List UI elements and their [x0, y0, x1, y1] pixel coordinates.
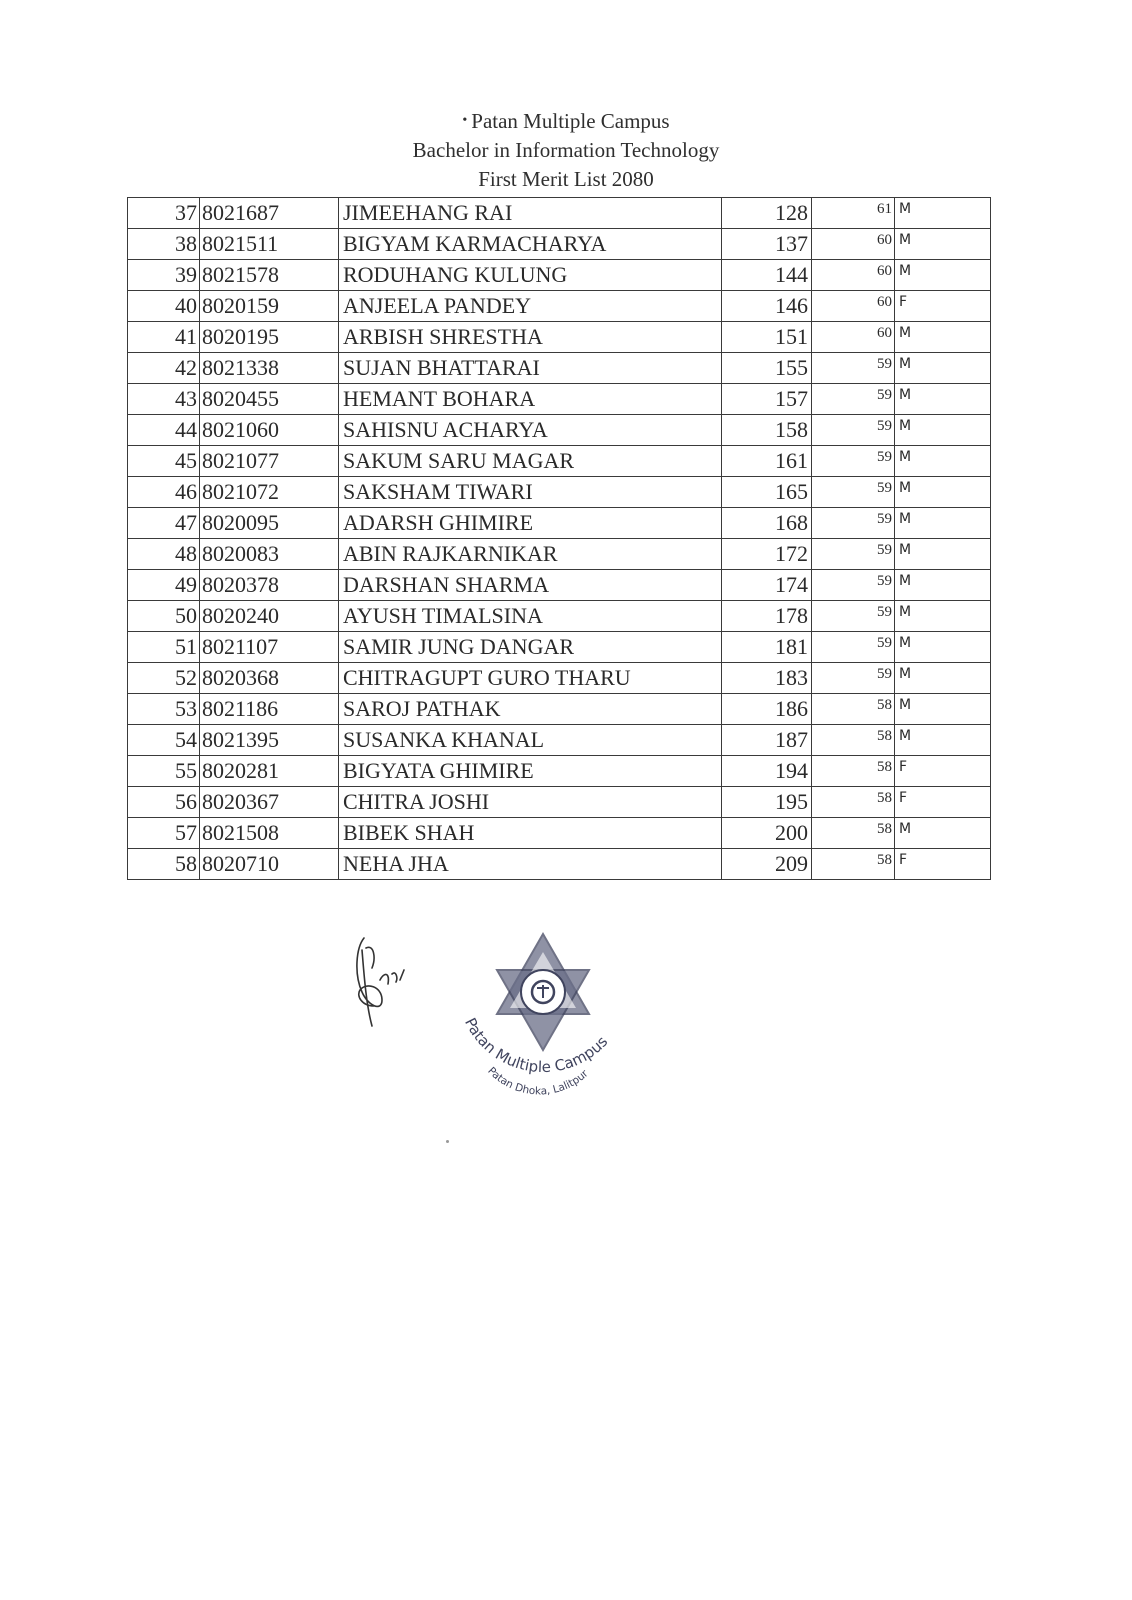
program-name: Bachelor in Information Technology	[412, 138, 720, 162]
table-row	[128, 415, 991, 446]
table-row	[128, 849, 991, 880]
roll-number-cell: 8021578	[200, 260, 339, 291]
rank-cell: 155	[722, 353, 812, 384]
student-name-cell: DARSHAN SHARMA	[339, 570, 722, 601]
roll-number-cell: 8021077	[200, 446, 339, 477]
roll-number-cell: 8020195	[200, 322, 339, 353]
roll-number-cell: 8020368	[200, 663, 339, 694]
score-cell: 59	[812, 477, 895, 508]
rank-cell: 209	[722, 849, 812, 880]
student-name-cell: ANJEELA PANDEY	[339, 291, 722, 322]
document-header	[0, 106, 1132, 194]
student-name-cell: ARBISH SHRESTHA	[339, 322, 722, 353]
serial-number-cell: 41	[128, 322, 200, 353]
serial-number-cell: 37	[128, 198, 200, 229]
gender-cell: M	[895, 260, 991, 291]
roll-number-cell: 8021508	[200, 818, 339, 849]
table-row	[128, 353, 991, 384]
student-name-cell: HEMANT BOHARA	[339, 384, 722, 415]
score-cell: 59	[812, 539, 895, 570]
seal-text-bottom: Patan Dhoka, Lalitpur	[485, 1064, 591, 1098]
rank-cell: 151	[722, 322, 812, 353]
serial-number-cell: 48	[128, 539, 200, 570]
score-cell: 59	[812, 663, 895, 694]
serial-number-cell: 57	[128, 818, 200, 849]
rank-cell: 158	[722, 415, 812, 446]
rank-cell: 178	[722, 601, 812, 632]
score-cell: 58	[812, 849, 895, 880]
student-name-cell: SAKUM SARU MAGAR	[339, 446, 722, 477]
student-name-cell: BIGYAM KARMACHARYA	[339, 229, 722, 260]
serial-number-cell: 58	[128, 849, 200, 880]
gender-cell: M	[895, 477, 991, 508]
serial-number-cell: 52	[128, 663, 200, 694]
gender-cell: F	[895, 787, 991, 818]
roll-number-cell: 8020083	[200, 539, 339, 570]
score-cell: 59	[812, 632, 895, 663]
table-row	[128, 198, 991, 229]
gender-cell: M	[895, 198, 991, 229]
signature	[352, 934, 432, 1034]
institution-name: Patan Multiple Campus	[471, 109, 670, 133]
gender-cell: M	[895, 663, 991, 694]
table-row	[128, 446, 991, 477]
rank-cell: 157	[722, 384, 812, 415]
gender-cell: M	[895, 322, 991, 353]
student-name-cell: CHITRAGUPT GURO THARU	[339, 663, 722, 694]
roll-number-cell: 8021687	[200, 198, 339, 229]
student-name-cell: RODUHANG KULUNG	[339, 260, 722, 291]
gender-cell: M	[895, 384, 991, 415]
gender-cell: M	[895, 415, 991, 446]
roll-number-cell: 8020378	[200, 570, 339, 601]
gender-cell: F	[895, 756, 991, 787]
student-name-cell: JIMEEHANG RAI	[339, 198, 722, 229]
gender-cell: M	[895, 539, 991, 570]
roll-number-cell: 8020455	[200, 384, 339, 415]
rank-cell: 172	[722, 539, 812, 570]
serial-number-cell: 39	[128, 260, 200, 291]
rank-cell: 165	[722, 477, 812, 508]
score-cell: 59	[812, 415, 895, 446]
student-name-cell: SUJAN BHATTARAI	[339, 353, 722, 384]
rank-cell: 161	[722, 446, 812, 477]
scan-dot	[446, 1140, 449, 1143]
score-cell: 58	[812, 725, 895, 756]
merit-list-table	[127, 197, 991, 880]
serial-number-cell: 44	[128, 415, 200, 446]
gender-cell: F	[895, 291, 991, 322]
serial-number-cell: 53	[128, 694, 200, 725]
student-name-cell: CHITRA JOSHI	[339, 787, 722, 818]
table-row	[128, 570, 991, 601]
gender-cell: M	[895, 725, 991, 756]
table-row	[128, 539, 991, 570]
serial-number-cell: 42	[128, 353, 200, 384]
score-cell: 59	[812, 446, 895, 477]
merit-list-body	[128, 198, 991, 880]
list-title: First Merit List 2080	[478, 167, 654, 191]
gender-cell: M	[895, 508, 991, 539]
serial-number-cell: 46	[128, 477, 200, 508]
roll-number-cell: 8020367	[200, 787, 339, 818]
bullet-icon: •	[462, 113, 468, 128]
institution-line	[0, 106, 1132, 136]
rank-cell: 137	[722, 229, 812, 260]
score-cell: 59	[812, 570, 895, 601]
rank-cell: 200	[722, 818, 812, 849]
roll-number-cell: 8021107	[200, 632, 339, 663]
roll-number-cell: 8021186	[200, 694, 339, 725]
gender-cell: M	[895, 632, 991, 663]
table-row	[128, 725, 991, 756]
serial-number-cell: 56	[128, 787, 200, 818]
roll-number-cell: 8020710	[200, 849, 339, 880]
gender-cell: F	[895, 849, 991, 880]
student-name-cell: ADARSH GHIMIRE	[339, 508, 722, 539]
table-row	[128, 818, 991, 849]
table-row	[128, 260, 991, 291]
rank-cell: 186	[722, 694, 812, 725]
score-cell: 58	[812, 818, 895, 849]
serial-number-cell: 49	[128, 570, 200, 601]
rank-cell: 168	[722, 508, 812, 539]
student-name-cell: ABIN RAJKARNIKAR	[339, 539, 722, 570]
table-row	[128, 632, 991, 663]
table-row	[128, 322, 991, 353]
score-cell: 59	[812, 601, 895, 632]
roll-number-cell: 8021338	[200, 353, 339, 384]
score-cell: 60	[812, 291, 895, 322]
table-row	[128, 291, 991, 322]
table-row	[128, 229, 991, 260]
roll-number-cell: 8020240	[200, 601, 339, 632]
table-row	[128, 601, 991, 632]
gender-cell: M	[895, 570, 991, 601]
student-name-cell: BIGYATA GHIMIRE	[339, 756, 722, 787]
roll-number-cell: 8021511	[200, 229, 339, 260]
score-cell: 59	[812, 353, 895, 384]
score-cell: 60	[812, 260, 895, 291]
score-cell: 58	[812, 756, 895, 787]
score-cell: 61	[812, 198, 895, 229]
serial-number-cell: 38	[128, 229, 200, 260]
student-name-cell: SAKSHAM TIWARI	[339, 477, 722, 508]
score-cell: 60	[812, 322, 895, 353]
student-name-cell: NEHA JHA	[339, 849, 722, 880]
gender-cell: M	[895, 446, 991, 477]
rank-cell: 194	[722, 756, 812, 787]
table-row	[128, 694, 991, 725]
student-name-cell: BIBEK SHAH	[339, 818, 722, 849]
student-name-cell: SAROJ PATHAK	[339, 694, 722, 725]
score-cell: 58	[812, 694, 895, 725]
rank-cell: 144	[722, 260, 812, 291]
table-row	[128, 663, 991, 694]
student-name-cell: SAHISNU ACHARYA	[339, 415, 722, 446]
signature-stroke	[357, 938, 404, 1026]
gender-cell: M	[895, 601, 991, 632]
gender-cell: M	[895, 229, 991, 260]
serial-number-cell: 45	[128, 446, 200, 477]
student-name-cell: SUSANKA KHANAL	[339, 725, 722, 756]
gender-cell: M	[895, 818, 991, 849]
serial-number-cell: 47	[128, 508, 200, 539]
rank-cell: 146	[722, 291, 812, 322]
serial-number-cell: 51	[128, 632, 200, 663]
rank-cell: 183	[722, 663, 812, 694]
student-name-cell: AYUSH TIMALSINA	[339, 601, 722, 632]
score-cell: 60	[812, 229, 895, 260]
seal-text-top: Patan Multiple Campus	[460, 1014, 612, 1077]
roll-number-cell: 8020159	[200, 291, 339, 322]
table-row	[128, 477, 991, 508]
rank-cell: 181	[722, 632, 812, 663]
gender-cell: M	[895, 694, 991, 725]
gender-cell: M	[895, 353, 991, 384]
rank-cell: 195	[722, 787, 812, 818]
serial-number-cell: 43	[128, 384, 200, 415]
roll-number-cell: 8021072	[200, 477, 339, 508]
table-row	[128, 384, 991, 415]
rank-cell: 174	[722, 570, 812, 601]
rank-cell: 128	[722, 198, 812, 229]
score-cell: 58	[812, 787, 895, 818]
score-cell: 59	[812, 508, 895, 539]
rank-cell: 187	[722, 725, 812, 756]
score-cell: 59	[812, 384, 895, 415]
campus-seal	[448, 930, 638, 1110]
roll-number-cell: 8021395	[200, 725, 339, 756]
roll-number-cell: 8020095	[200, 508, 339, 539]
student-name-cell: SAMIR JUNG DANGAR	[339, 632, 722, 663]
table-row	[128, 756, 991, 787]
table-row	[128, 508, 991, 539]
roll-number-cell: 8021060	[200, 415, 339, 446]
table-row	[128, 787, 991, 818]
serial-number-cell: 40	[128, 291, 200, 322]
serial-number-cell: 50	[128, 601, 200, 632]
serial-number-cell: 54	[128, 725, 200, 756]
serial-number-cell: 55	[128, 756, 200, 787]
roll-number-cell: 8020281	[200, 756, 339, 787]
